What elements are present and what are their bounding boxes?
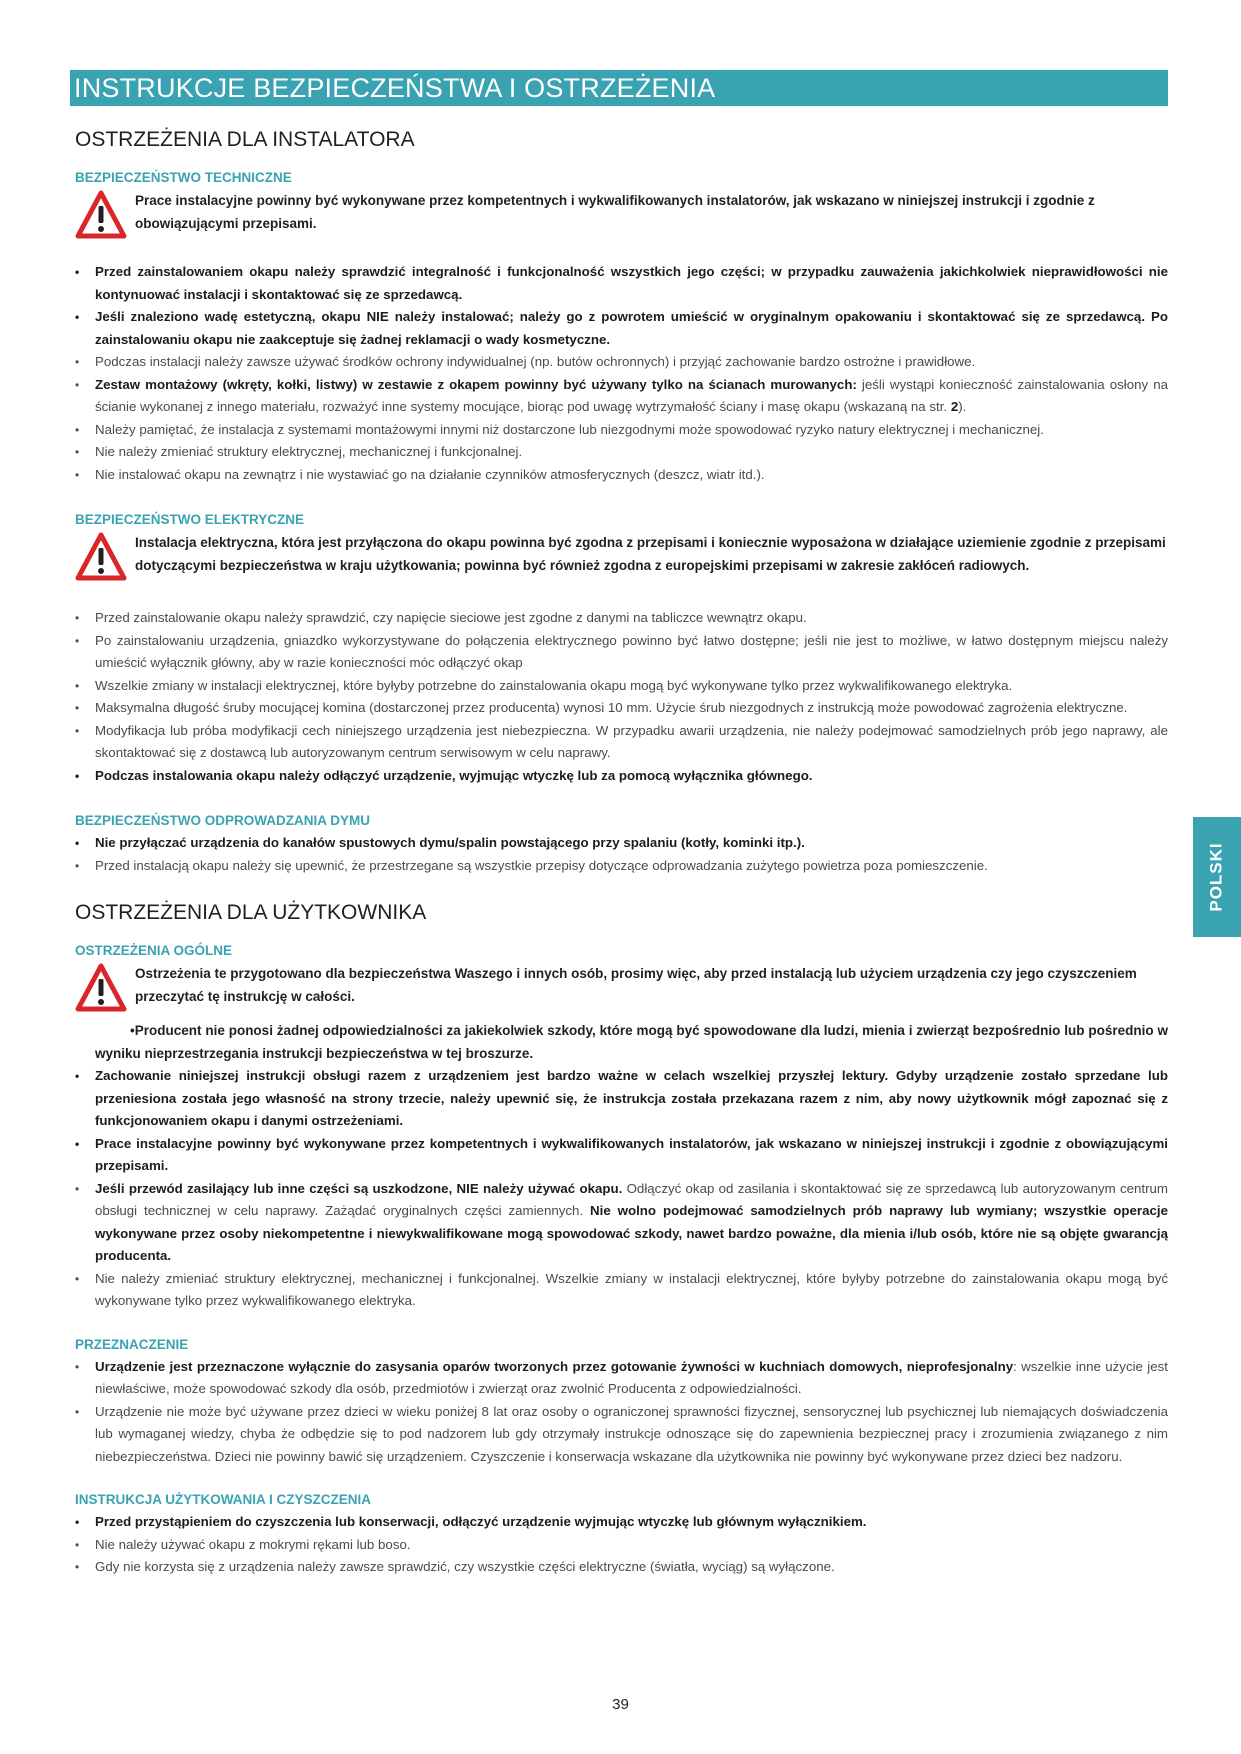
damaged-cable-text: Odłączyć okap od zasilania i skontaktować się ze sprzedawcą lub autoryzowanym centrum obsługi technicznej w celu naprawy. Zażądać oryginalnych części zamiennych.: [95, 1180, 1168, 1218]
page-number: 39: [612, 1696, 629, 1713]
page-title-banner: INSTRUKCJE BEZPIECZEŃSTWA I OSTRZEŻENIA: [70, 70, 1168, 106]
list-item: • Jeśli znaleziono wadę estetyczną, okapu NIE należy instalować; należy go z powrotem umieścić w oryginalnym opakowaniu i skontaktować się ze sprzedawcą. Po zainstalowaniu okapu nie zaakceptuje się żadnej reklamacji o wady kosmetyczne.: [75, 306, 1168, 351]
purpose-text: : wszelkie inne użycie jest niewłaściwe, może spowodować szkody dla osób, przedmiotów i zwierząt oraz zwolnić Producenta z odpowiedzialności.: [95, 1358, 1168, 1396]
producer-liability-text: •Producent nie ponosi żadnej odpowiedzialności za jakiekolwiek szkody, które mogą być spowodowane dla ludzi, mienia i zwierząt bezpośrednio lub pośrednio w wyniku nieprzestrzegania instrukcji bezpieczeństwa w tej broszurze.: [95, 1023, 1168, 1061]
general-warnings-list: [75, 1065, 1168, 1313]
list-item: • Nie należy zmieniać struktury elektrycznej, mechanicznej i funkcjonalnej.: [75, 441, 1168, 464]
cleaning-list: [75, 1511, 1168, 1579]
list-item: • Należy pamiętać, że instalacja z systemami montażowymi innymi niż dostarczone lub niezgodnymi może spowodować ryzyko natury elektrycznej i mechanicznej.: [75, 419, 1168, 442]
user-warnings-heading: OSTRZEŻENIA DLA UŻYTKOWNIKA: [75, 901, 427, 924]
language-tab: [1193, 817, 1241, 937]
list-item: • Gdy nie korzysta się z urządzenia należy zawsze sprawdzić, czy wszystkie części elektryczne (światła, wyciąg) są wyłączone.: [75, 1556, 1168, 1579]
list-item: • Prace instalacyjne powinny być wykonywane przez kompetentnych i wykwalifikowanych instalatorów, jak wskazano w niniejszej instrukcji i zgodnie z obowiązującymi przepisami.: [75, 1133, 1168, 1178]
electrical-warning-text: Instalacja elektryczna, która jest przyłączona do okapu powinna być zgodna z przepisami i koniecznie wyposażona w działające uziemienie zgodnie z przepisami dotyczącymi bezpieczeństwa w kraju użytkowania; powinna być również zgodna z europejskimi przepisami w zakresie zakłóceń radiowych.: [135, 535, 1166, 573]
list-item: • Podczas instalowania okapu należy odłączyć urządzenie, wyjmując wtyczkę lub za pomocą wyłącznika głównego.: [75, 765, 1168, 788]
language-tab-label: POLSKI: [1207, 842, 1227, 912]
list-item: • Zachowanie niniejszej instrukcji obsługi razem z urządzeniem jest bardzo ważne w celach wszelkiej przyszłej lektury. Gdyby urządzenie zostało sprzedane lub przeniesiona została jego własność na strony trzecie, należy upewnić się, że instrukcja została przekazana razem z nim, aby nowy użytkownik mógł zapoznać się z funkcjonowaniem okapu i danymi ostrzeżeniami.: [75, 1065, 1168, 1133]
warning-triangle-icon: [75, 532, 135, 587]
document-page: [70, 70, 1168, 1579]
list-item: [75, 1356, 1168, 1401]
purpose-heading: PRZEZNACZENIE: [75, 1336, 189, 1352]
warning-triangle-icon: [75, 963, 135, 1018]
technical-safety-list: [75, 261, 1168, 486]
list-item: • Nie przyłączać urządzenia do kanałów spustowych dymu/spalin powstającego przy spalaniu (kotły, kominki itp.).: [75, 832, 1168, 855]
page-reference: 2: [950, 399, 959, 414]
purpose-bold: Urządzenie jest przeznaczone wyłącznie do zasysania oparów tworzonych przez gotowanie żywności w kuchniach domowych, nieprofesjonalny: [95, 1358, 1014, 1374]
cleaning-heading: INSTRUKCJA UŻYTKOWANIA I CZYSZCZENIA: [75, 1492, 371, 1507]
list-item: • Podczas instalacji należy zawsze używać środków ochrony indywidualnej (np. butów ochronnych) i przyjąć zachowanie bardzo ostrożne i prawidłowe.: [75, 351, 1168, 374]
mounting-kit-end: ).: [958, 399, 967, 414]
smoke-safety-list: [75, 832, 1168, 877]
mounting-kit-bold: Zestaw montażowy (wkręty, kołki, listwy) w zestawie z okapem powinny być używany tylko na ścianach murowanych:: [95, 376, 857, 392]
list-item: [75, 374, 1168, 419]
list-item: • Urządzenie nie może być używane przez dzieci w wieku poniżej 8 lat oraz osoby o ograniczonej sprawności fizycznej, sensorycznej lub psychicznej lub niemających doświadczenia lub wymaganej wiedzy, chyba że odbędzie się to pod nadzorem lub gdy otrzymały instrukcje odnoszące się do zapewnienia bezpiecznej pracy i zrozumienia związanego z nim niebezpieczeństwa. Dzieci nie powinny bawić się urządzeniem. Czyszczenie i konserwacja wskazane dla użytkownika nie powinny być wykonywane przez dzieci bez nadzoru.: [75, 1401, 1168, 1469]
general-warning-text: Ostrzeżenia te przygotowano dla bezpieczeństwa Waszego i innych osób, prosimy więc, aby przed instalacją lub użyciem urządzenia czy jego czyszczeniem przeczytać tę instrukcję w całości.: [135, 966, 1137, 1004]
list-item: • Wszelkie zmiany w instalacji elektrycznej, które byłyby potrzebne do zainstalowania okapu mogą być wykonywane tylko przez wykwalifikowanego elektryka.: [75, 675, 1168, 698]
list-item: • Przed przystąpieniem do czyszczenia lub konserwacji, odłączyć urządzenie wyjmując wtyczkę lub głównym wyłącznikiem.: [75, 1511, 1168, 1534]
electrical-safety-list: [75, 607, 1168, 787]
list-item: • Nie należy używać okapu z mokrymi rękami lub boso.: [75, 1534, 1168, 1557]
warning-triangle-icon: [75, 190, 135, 245]
list-item: [75, 1178, 1168, 1268]
technical-warning-text: Prace instalacyjne powinny być wykonywane przez kompetentnych i wykwalifikowanych instalatorów, jak wskazano w niniejszej instrukcji i zgodnie z obowiązującymi przepisami.: [135, 193, 1095, 231]
installer-warnings-heading: OSTRZEŻENIA DLA INSTALATORA: [75, 128, 415, 151]
general-warning-block: [75, 961, 1168, 1018]
electrical-safety-heading: BEZPIECZEŃSTWO ELEKTRYCZNE: [75, 512, 305, 527]
list-item: • Maksymalna długość śruby mocującej komina (dostarczonej przez producenta) wynosi 10 mm. Użycie śrub niezgodnych z instrukcją może powodować zagrożenia elektryczne.: [75, 697, 1168, 720]
list-item: • Nie należy zmieniać struktury elektrycznej, mechanicznej i funkcjonalnej. Wszelkie zmiany w instalacji elektrycznej, które byłyby potrzebne do zainstalowania okapu mogą być wykonywane tylko przez wykwalifikowanego elektryka.: [75, 1268, 1168, 1313]
list-item: • Nie instalować okapu na zewnątrz i nie wystawiać go na działanie czynników atmosferycznych (deszcz, wiatr itd.).: [75, 464, 1168, 487]
list-item: • Po zainstalowaniu urządzenia, gniazdko wykorzystywane do połączenia elektrycznego powinno być łatwo dostępne; jeśli nie jest to możliwe, w łatwo dostępnym miejscu należy umieścić wyłącznik główny, aby w razie konieczności móc odłączyć okap: [75, 630, 1168, 675]
list-item: • Przed zainstalowanie okapu należy sprawdzić, czy napięcie sieciowe jest zgodne z danymi na tabliczce wewnątrz okapu.: [75, 607, 1168, 630]
technical-safety-heading: BEZPIECZEŃSTWO TECHNICZNE: [75, 170, 292, 185]
general-warnings-heading: OSTRZEŻENIA OGÓLNE: [75, 943, 233, 958]
list-item: • Przed zainstalowaniem okapu należy sprawdzić integralność i funkcjonalność wszystkich jego części; w przypadku zauważenia jakichkolwiek nieprawidłowości nie kontynuować instalacji i skontaktować się ze sprzedawcą.: [75, 261, 1168, 306]
smoke-safety-heading: BEZPIECZEŃSTWO ODPROWADZANIA DYMU: [75, 813, 370, 828]
purpose-list: [75, 1356, 1168, 1469]
technical-warning-block: [75, 188, 1168, 245]
electrical-warning-block: [75, 530, 1168, 587]
no-self-repair-bold: Nie wolno podejmować samodzielnych prób naprawy lub wymiany; wszystkie operacje wykonywane przez osoby niekompetentne i niewykwalifikowane mogą spowodować szkody, nawet bardzo poważne, dla mienia i/lub osób, które nie są objęte gwarancją producenta.: [95, 1203, 1168, 1263]
list-item: • Przed instalacją okapu należy się upewnić, że przestrzegane są wszystkie przepisy dotyczące odprowadzania zużytego powietrza poza pomieszczenie.: [75, 855, 1168, 878]
list-item: • Modyfikacja lub próba modyfikacji cech niniejszego urządzenia jest niebezpieczna. W przypadku awarii urządzenia, nie należy podejmować samodzielnych prób jego naprawy, ale skontaktować się z dostawcą lub autoryzowanym centrum serwisowym w celu naprawy.: [75, 720, 1168, 765]
mounting-kit-text: jeśli wystąpi konieczność zainstalowania osłony na ścianie wykonanej z innego materiału, rozważyć inne systemy mocujące, biorąc pod uwagę wytrzymałość ściany i masę okapu (wskazaną na str.: [95, 376, 1168, 414]
damaged-cable-bold: Jeśli przewód zasilający lub inne części są uszkodzone, NIE należy używać okapu.: [95, 1180, 623, 1196]
